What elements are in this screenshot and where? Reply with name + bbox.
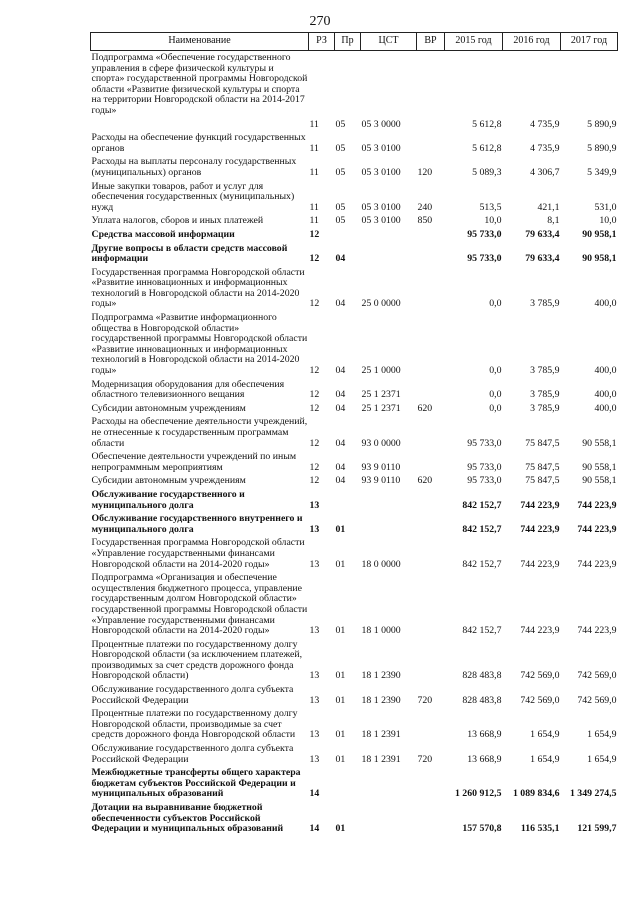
row-2015: 842 152,7 bbox=[462, 625, 502, 637]
row-rz bbox=[309, 51, 335, 118]
row-2016: 75 847,5 bbox=[525, 461, 560, 473]
row-rz: 14 bbox=[309, 823, 320, 835]
row-2017: 5 890,9 bbox=[587, 118, 617, 130]
row-2015: 842 152,7 bbox=[462, 523, 502, 535]
row-cst: 93 9 0110 bbox=[361, 461, 401, 473]
row-rz: 12 bbox=[309, 365, 320, 377]
row-2016: 8,1 bbox=[547, 215, 560, 227]
row-name bbox=[91, 118, 309, 132]
row-pr: 01 bbox=[335, 523, 346, 535]
row-vr: 720 bbox=[417, 694, 433, 706]
row-2017: 744 223,9 bbox=[577, 558, 617, 570]
row-name: Обслуживание государственного долга субъекта Российской Федерации bbox=[91, 684, 294, 706]
row-rz: 12 bbox=[309, 437, 320, 449]
header-pr: Пр bbox=[335, 33, 361, 51]
row-cst: 05 3 0100 bbox=[361, 215, 401, 227]
row-cst: 05 3 0100 bbox=[361, 142, 401, 154]
row-name: Подпрограмма «Развитие информационного общества в Новгородской области» государственной программы Новгородской области «Развитие инновационных и информационных технологий в Новгородской области на 2014-2020 годы» bbox=[91, 312, 308, 377]
row-name: Расходы на обеспечение функций государственных органов bbox=[91, 132, 306, 154]
row-vr bbox=[417, 311, 445, 378]
row-name: Подпрограмма «Обеспечение государственного управления в сфере физической культуры и спорта» государственной программы Новгородской области «Развитие физической культуры и спорта на территории Новгородской области на 2014-2017 годы» bbox=[91, 52, 308, 116]
row-pr: 04 bbox=[335, 437, 346, 449]
table-row bbox=[91, 512, 618, 536]
row-2015: 13 668,9 bbox=[467, 753, 502, 765]
table-row bbox=[91, 571, 618, 638]
row-vr: 620 bbox=[417, 475, 433, 487]
row-cst bbox=[361, 488, 417, 512]
row-vr bbox=[417, 131, 445, 155]
row-vr: 240 bbox=[417, 201, 433, 213]
row-2016: 3 785,9 bbox=[530, 298, 560, 310]
row-2015: 0,0 bbox=[489, 389, 502, 401]
row-2017: 90 558,1 bbox=[582, 437, 617, 449]
row-name: Субсидии автономным учреждениям bbox=[91, 402, 246, 414]
row-2016: 116 535,1 bbox=[520, 823, 560, 835]
row-cst bbox=[361, 512, 417, 536]
table-row bbox=[91, 311, 618, 378]
row-rz: 13 bbox=[309, 753, 320, 765]
table-row bbox=[91, 683, 618, 707]
row-vr bbox=[417, 118, 445, 132]
row-pr: 04 bbox=[335, 253, 346, 265]
table-row bbox=[91, 51, 618, 118]
row-2017: 744 223,9 bbox=[577, 625, 617, 637]
header-2015: 2015 год bbox=[445, 33, 503, 51]
row-name: Уплата налогов, сборов и иных платежей bbox=[91, 215, 264, 227]
row-2017: 1 349 274,5 bbox=[569, 788, 617, 800]
table-row bbox=[91, 118, 618, 132]
row-2015: 95 733,0 bbox=[467, 228, 502, 240]
row-2015: 0,0 bbox=[489, 298, 502, 310]
row-cst bbox=[361, 801, 417, 836]
row-2016: 742 569,0 bbox=[520, 694, 560, 706]
row-vr bbox=[417, 415, 445, 450]
table-row bbox=[91, 488, 618, 512]
row-2017: 744 223,9 bbox=[577, 523, 617, 535]
row-vr bbox=[417, 450, 445, 474]
row-cst: 25 1 2371 bbox=[361, 402, 401, 414]
row-cst: 25 0 0000 bbox=[361, 298, 401, 310]
row-cst bbox=[361, 766, 417, 801]
row-vr bbox=[417, 51, 445, 118]
row-2016 bbox=[503, 51, 561, 118]
row-2017: 5 890,9 bbox=[587, 142, 617, 154]
row-pr: 01 bbox=[335, 729, 346, 741]
row-pr: 05 bbox=[335, 215, 346, 227]
row-2017: 400,0 bbox=[594, 365, 617, 377]
row-rz: 11 bbox=[309, 142, 319, 154]
row-pr: 05 bbox=[335, 166, 346, 178]
row-vr: 120 bbox=[417, 166, 433, 178]
row-pr bbox=[335, 488, 361, 512]
row-2015: 828 483,8 bbox=[462, 694, 502, 706]
table-row bbox=[91, 242, 618, 266]
row-2015 bbox=[445, 51, 503, 118]
table-row bbox=[91, 638, 618, 683]
row-2015: 157 570,8 bbox=[462, 823, 502, 835]
row-vr: 720 bbox=[417, 753, 433, 765]
row-rz: 12 bbox=[309, 402, 320, 414]
table-row bbox=[91, 131, 618, 155]
table-row bbox=[91, 214, 618, 228]
table-row bbox=[91, 378, 618, 402]
row-name: Обслуживание государственного долга субъекта Российской Федерации bbox=[91, 743, 294, 765]
row-2015: 842 152,7 bbox=[462, 499, 502, 511]
row-rz: 12 bbox=[309, 298, 320, 310]
row-vr bbox=[417, 801, 445, 836]
table-row bbox=[91, 536, 618, 571]
row-name: Субсидии автономным учреждениям bbox=[91, 475, 246, 487]
row-2017: 742 569,0 bbox=[577, 670, 617, 682]
row-2017: 400,0 bbox=[594, 389, 617, 401]
header-vr: ВР bbox=[417, 33, 445, 51]
row-cst: 93 0 0000 bbox=[361, 437, 401, 449]
row-vr bbox=[417, 242, 445, 266]
table-row bbox=[91, 402, 618, 416]
row-vr bbox=[417, 571, 445, 638]
row-2015: 5 612,8 bbox=[472, 118, 502, 130]
row-2015: 95 733,0 bbox=[467, 437, 502, 449]
row-2017: 10,0 bbox=[599, 215, 617, 227]
row-2017: 90 558,1 bbox=[582, 461, 617, 473]
row-2017: 531,0 bbox=[594, 201, 617, 213]
row-2016: 3 785,9 bbox=[530, 402, 560, 414]
row-rz: 11 bbox=[309, 215, 319, 227]
row-rz: 13 bbox=[309, 558, 320, 570]
row-pr: 04 bbox=[335, 461, 346, 473]
row-2015: 5 612,8 bbox=[472, 142, 502, 154]
row-2016: 79 633,4 bbox=[525, 228, 560, 240]
row-cst: 18 1 0000 bbox=[361, 625, 401, 637]
row-2015: 0,0 bbox=[489, 365, 502, 377]
row-pr: 05 bbox=[335, 142, 346, 154]
table-row bbox=[91, 180, 618, 215]
row-vr bbox=[417, 512, 445, 536]
row-2015: 13 668,9 bbox=[467, 729, 502, 741]
row-2017: 400,0 bbox=[594, 298, 617, 310]
row-2017 bbox=[561, 51, 618, 118]
row-rz: 11 bbox=[309, 166, 319, 178]
row-name: Средства массовой информации bbox=[91, 228, 235, 240]
table-row bbox=[91, 155, 618, 179]
budget-table bbox=[90, 32, 618, 836]
row-2016: 744 223,9 bbox=[520, 558, 560, 570]
row-pr: 01 bbox=[335, 558, 346, 570]
row-2017: 744 223,9 bbox=[577, 499, 617, 511]
row-name: Межбюджетные трансферты общего характера бюджетам субъектов Российской Федерации и муниципальных образований bbox=[91, 767, 301, 800]
row-rz: 13 bbox=[309, 499, 320, 511]
row-pr: 04 bbox=[335, 402, 346, 414]
row-2017: 1 654,9 bbox=[587, 729, 617, 741]
row-name: Подпрограмма «Организация и обеспечение осуществления бюджетного процесса, управление государственным долгом Новгородской области» государственной программы Новгородской области «Управление государственными финансами Новгородской области на 2014-2020 годы» bbox=[91, 572, 308, 637]
row-cst bbox=[361, 228, 417, 242]
row-cst: 05 3 0100 bbox=[361, 166, 401, 178]
row-2015: 513,5 bbox=[479, 201, 502, 213]
row-cst: 05 3 0100 bbox=[361, 201, 401, 213]
page-number: 270 bbox=[309, 14, 331, 29]
row-2017: 1 654,9 bbox=[587, 753, 617, 765]
row-rz: 13 bbox=[309, 523, 320, 535]
row-rz: 12 bbox=[309, 475, 320, 487]
row-2016: 79 633,4 bbox=[525, 253, 560, 265]
row-2015: 95 733,0 bbox=[467, 461, 502, 473]
row-2016: 4 735,9 bbox=[530, 118, 560, 130]
table-row bbox=[91, 474, 618, 488]
row-pr: 04 bbox=[335, 389, 346, 401]
row-2015: 10,0 bbox=[484, 215, 502, 227]
row-pr bbox=[335, 51, 361, 118]
row-vr bbox=[417, 638, 445, 683]
row-name: Обслуживание государственного внутреннего и муниципального долга bbox=[91, 513, 303, 535]
row-name: Расходы на обеспечение деятельности учреждений, не отнесенные к государственным программам области bbox=[91, 416, 308, 449]
row-cst: 25 1 0000 bbox=[361, 365, 401, 377]
row-rz: 11 bbox=[309, 118, 319, 130]
row-2017: 90 958,1 bbox=[582, 253, 617, 265]
row-pr: 01 bbox=[335, 753, 346, 765]
row-name: Другие вопросы в области средств массовой информации bbox=[91, 242, 288, 265]
table-row bbox=[91, 228, 618, 242]
row-vr: 850 bbox=[417, 215, 433, 227]
row-2017: 400,0 bbox=[594, 402, 617, 414]
row-vr bbox=[417, 707, 445, 742]
row-2016: 1 654,9 bbox=[530, 753, 560, 765]
row-name: Модернизация оборудования для обеспечения областного телевизионного вещания bbox=[91, 378, 285, 401]
row-2016: 744 223,9 bbox=[520, 625, 560, 637]
row-2015: 95 733,0 bbox=[467, 475, 502, 487]
row-name: Государственная программа Новгородской области «Развитие инновационных и информационных технологий в Новгородской области на 2014-2020 годы» bbox=[91, 266, 305, 310]
row-rz: 11 bbox=[309, 201, 319, 213]
row-rz: 12 bbox=[309, 253, 320, 265]
row-vr bbox=[417, 378, 445, 402]
row-rz: 13 bbox=[309, 625, 320, 637]
row-vr bbox=[417, 766, 445, 801]
row-pr: 04 bbox=[335, 365, 346, 377]
row-cst: 93 9 0110 bbox=[361, 475, 401, 487]
row-rz: 12 bbox=[309, 228, 320, 240]
header-rz: РЗ bbox=[309, 33, 335, 51]
row-name: Обслуживание государственного и муниципального долга bbox=[91, 488, 245, 511]
row-cst: 18 1 2390 bbox=[361, 670, 401, 682]
table-row bbox=[91, 801, 618, 836]
row-2015: 828 483,8 bbox=[462, 670, 502, 682]
row-name: Обеспечение деятельности учреждений по иным непрограммным мероприятиям bbox=[91, 451, 297, 473]
header-2017: 2017 год bbox=[561, 33, 618, 51]
table-row bbox=[91, 266, 618, 311]
row-rz: 13 bbox=[309, 694, 320, 706]
row-name: Иные закупки товаров, работ и услуг для обеспечения государственных (муниципальных) нужд bbox=[91, 180, 295, 213]
row-2017: 742 569,0 bbox=[577, 694, 617, 706]
row-cst bbox=[361, 51, 417, 118]
row-cst: 05 3 0000 bbox=[361, 118, 401, 130]
row-2016: 75 847,5 bbox=[525, 437, 560, 449]
row-vr bbox=[417, 536, 445, 571]
row-pr: 01 bbox=[335, 670, 346, 682]
row-2016: 1 089 834,6 bbox=[512, 788, 560, 800]
row-2016: 742 569,0 bbox=[520, 670, 560, 682]
table-body bbox=[91, 51, 618, 836]
row-2017: 90 958,1 bbox=[582, 228, 617, 240]
row-pr: 05 bbox=[335, 201, 346, 213]
row-2016: 75 847,5 bbox=[525, 475, 560, 487]
row-pr bbox=[335, 766, 361, 801]
row-pr: 01 bbox=[335, 694, 346, 706]
table-row bbox=[91, 415, 618, 450]
header-cst: ЦСТ bbox=[361, 33, 417, 51]
row-name: Расходы на выплаты персоналу государственных (муниципальных) органов bbox=[91, 156, 297, 178]
row-rz: 12 bbox=[309, 461, 320, 473]
row-2015: 842 152,7 bbox=[462, 558, 502, 570]
table-row bbox=[91, 742, 618, 766]
row-vr bbox=[417, 488, 445, 512]
row-2016: 3 785,9 bbox=[530, 365, 560, 377]
row-name: Процентные платежи по государственному долгу Новгородской области, производимые за счет средств дорожного фонда Новгородской области bbox=[91, 708, 298, 741]
row-name: Государственная программа Новгородской области «Управление государственными финансами Новгородской области на 2014-2020 годы» bbox=[91, 537, 305, 570]
row-rz: 12 bbox=[309, 389, 320, 401]
row-2017: 5 349,9 bbox=[587, 166, 617, 178]
row-pr: 01 bbox=[335, 625, 346, 637]
row-cst bbox=[361, 242, 417, 266]
row-cst: 25 1 2371 bbox=[361, 389, 401, 401]
row-2017: 121 599,7 bbox=[577, 823, 617, 835]
row-vr: 620 bbox=[417, 402, 433, 414]
row-2016: 4 735,9 bbox=[530, 142, 560, 154]
row-2016: 1 654,9 bbox=[530, 729, 560, 741]
row-vr bbox=[417, 266, 445, 311]
table-row bbox=[91, 707, 618, 742]
row-pr: 01 bbox=[335, 823, 346, 835]
row-cst: 18 1 2390 bbox=[361, 694, 401, 706]
row-pr: 04 bbox=[335, 475, 346, 487]
row-cst: 18 1 2391 bbox=[361, 753, 401, 765]
row-2016: 4 306,7 bbox=[530, 166, 560, 178]
row-rz: 13 bbox=[309, 729, 320, 741]
row-2015: 95 733,0 bbox=[467, 253, 502, 265]
row-pr: 05 bbox=[335, 118, 346, 130]
row-cst: 18 1 2391 bbox=[361, 729, 401, 741]
header-name: Наименование bbox=[91, 33, 309, 51]
row-pr bbox=[335, 228, 361, 242]
row-2016: 744 223,9 bbox=[520, 499, 560, 511]
row-rz: 13 bbox=[309, 670, 320, 682]
row-2015: 1 260 912,5 bbox=[454, 788, 502, 800]
row-name: Процентные платежи по государственному долгу Новгородской области (за исключением платежей, производимых за счет средств дорожного фонда Новгородской области) bbox=[91, 638, 303, 682]
row-2015: 0,0 bbox=[489, 402, 502, 414]
row-pr: 04 bbox=[335, 298, 346, 310]
header-2016: 2016 год bbox=[503, 33, 561, 51]
row-2016: 3 785,9 bbox=[530, 389, 560, 401]
table-row bbox=[91, 450, 618, 474]
row-name: Дотации на выравнивание бюджетной обеспеченности субъектов Российской Федерации и муниципальных образований bbox=[91, 802, 284, 835]
header-row bbox=[91, 33, 618, 51]
row-2015: 5 089,3 bbox=[472, 166, 502, 178]
row-2016: 744 223,9 bbox=[520, 523, 560, 535]
row-2016: 421,1 bbox=[537, 201, 560, 213]
row-vr bbox=[417, 228, 445, 242]
row-cst: 18 0 0000 bbox=[361, 558, 401, 570]
row-rz: 14 bbox=[309, 788, 320, 800]
table-row bbox=[91, 766, 618, 801]
row-2017: 90 558,1 bbox=[582, 475, 617, 487]
